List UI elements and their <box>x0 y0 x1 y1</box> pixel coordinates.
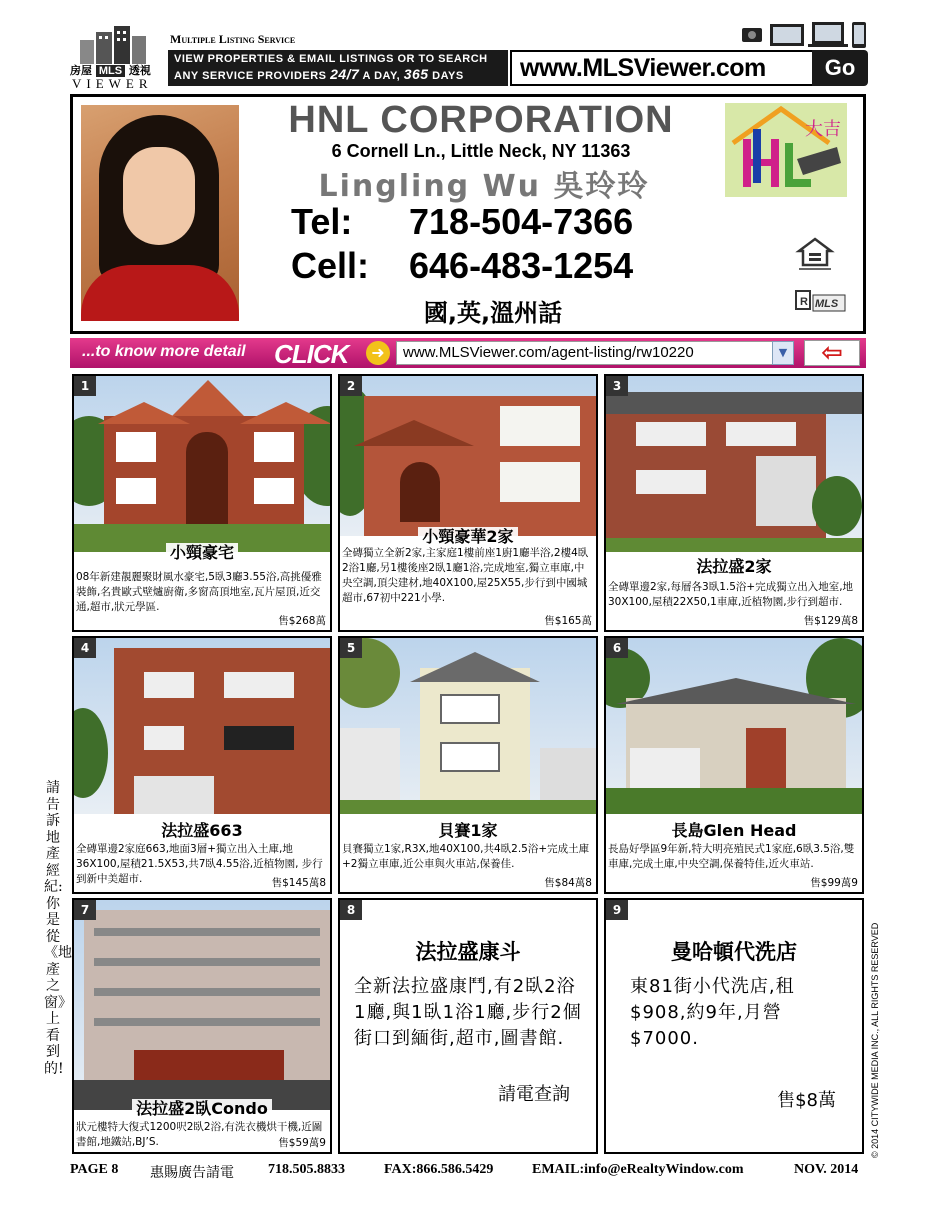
svg-text:R: R <box>800 296 808 308</box>
email[interactable]: EMAIL:info@eRealtyWindow.com <box>532 1162 744 1177</box>
listing-number: 5 <box>340 638 362 658</box>
service-line-2: ANY SERVICE PROVIDERS 24/7 A DAY, 365 DAYS <box>174 66 464 82</box>
listing-card-7[interactable] <box>72 898 332 1154</box>
listing-price: 售$145萬8 <box>271 877 326 889</box>
listing-title: 曼哈頓代洗店 <box>671 940 797 964</box>
listing-description: 長島好學區9年新,特大明亮殖民式1家庭,6臥3.5浴,雙車庫,完成土庫,中央空調,保養特佳,近火車站. <box>608 843 855 870</box>
listing-number: 7 <box>74 900 96 920</box>
click-label[interactable]: CLICK <box>274 339 349 369</box>
listing-label: 法拉盛2家 <box>606 554 862 577</box>
listing-number: 8 <box>340 900 362 920</box>
listing-number: 9 <box>606 900 628 920</box>
listing-description: 全新法拉盛康鬥,有2臥2浴1廳,與1臥1浴1廳,步行2個街口到緬街,超市,圖書館. <box>354 976 582 1049</box>
agent-card <box>70 94 866 334</box>
listing-description: 貝賽獨立1家,R3X,地40X100,共4臥2.5浴+完成土庫+2獨立車庫,近公車與火車站,保養佳. <box>342 843 590 870</box>
service-tagline <box>168 50 508 86</box>
agent-name: Lingling Wu 吳玲玲 <box>318 169 650 204</box>
agent-listing-url[interactable]: www.MLSViewer.com/agent-listing/rw10220 <box>396 341 774 365</box>
ad-label: 惠賜廣告請電 <box>150 1165 234 1181</box>
cell-label: Cell: <box>291 245 370 286</box>
listing-card-3[interactable] <box>604 374 864 632</box>
tel-line <box>291 201 633 243</box>
listing-label: 法拉盛663 <box>74 818 330 841</box>
page-number: PAGE 8 <box>70 1162 119 1177</box>
listing-note: 售$8萬 <box>777 1090 836 1111</box>
hnl-logo <box>725 103 847 197</box>
listing-photo-1 <box>74 376 330 552</box>
buildings-icon <box>78 26 148 64</box>
ad-phone[interactable]: 718.505.8833 <box>268 1162 345 1177</box>
hnl-house-icon <box>725 103 847 197</box>
logo-mls: MLS <box>96 65 125 77</box>
listing-number: 2 <box>340 376 362 396</box>
logo-viewer-text: VIEWER <box>72 76 153 91</box>
go-button[interactable]: Go <box>812 50 868 86</box>
hnl-logo-cn: 大吉 <box>805 119 841 140</box>
listing-description: 全磚單邊2家,每層各3臥1.5浴+完成獨立出入地室,地30X100,屋積22X50,1車庫,近植物園,步行到超市. <box>608 581 854 608</box>
devices-icon <box>740 20 868 50</box>
chevron-down-icon[interactable]: ▼ <box>772 341 794 365</box>
listing-price: 售$165萬 <box>544 615 592 627</box>
listing-number: 1 <box>74 376 96 396</box>
listing-price: 售$84萬8 <box>544 877 592 889</box>
listing-card-1[interactable] <box>72 374 332 632</box>
arrow-right-icon[interactable]: ➜ <box>366 341 390 365</box>
listing-price: 售$99萬9 <box>810 877 858 889</box>
listing-description: 全磚單邊2家庭663,地面3層+獨立出入土庫,地36X100,屋積21.5X53,共7臥4.55浴,近植物園, 步行到新中美超市. <box>76 843 323 885</box>
cell-number[interactable]: 646-483-1254 <box>409 245 634 286</box>
listing-card-2[interactable] <box>338 374 598 632</box>
cell-line <box>291 245 633 287</box>
listing-label: 小頸豪華2家 <box>340 524 596 547</box>
listing-price: 售$129萬8 <box>803 615 858 627</box>
listing-photo-5 <box>340 638 596 814</box>
site-url[interactable]: www.MLSViewer.com <box>510 50 820 86</box>
mls-viewer-logo[interactable] <box>70 26 165 91</box>
listing-title: 法拉盛康斗 <box>415 940 521 964</box>
listing-description: 全磚獨立全新2家,主家庭1樓前座1廚1廳半浴,2樓4臥2浴1廳,另1樓後座2臥1廳1浴,完成地室,獨立車庫,中央空調,頂尖建材,地40X100,屋25X55,步行到中國城超市,67初中221小學. <box>342 547 589 604</box>
listing-label: 法拉盛2臥Condo <box>74 1096 330 1119</box>
languages: 國,英,溫州話 <box>423 299 563 327</box>
fax: FAX:866.586.5429 <box>384 1162 494 1177</box>
listing-price: 售$268萬 <box>278 615 326 627</box>
listing-card-9[interactable] <box>604 898 864 1154</box>
issue-date: NOV. 2014 <box>794 1162 859 1177</box>
company-name: HNL CORPORATION <box>288 99 674 141</box>
side-notice: 請告訴地產經紀:你是從《地產之窗》上看到的! <box>44 780 72 1077</box>
listing-number: 4 <box>74 638 96 658</box>
listing-card-5[interactable] <box>338 636 598 894</box>
equal-housing-icon <box>795 237 835 273</box>
listing-description: 08年新建靚麗聚財風水豪宅,5臥3廳3.55浴,高挑優雅裝飾,名貴歐式壁爐廚衛,多窗高頂地室,瓦片屋頂,近交通,超市,狀元學區. <box>76 571 322 613</box>
listing-photo-7 <box>74 900 330 1110</box>
back-arrow-icon[interactable]: ⇦ <box>804 340 860 366</box>
listing-card-4[interactable] <box>72 636 332 894</box>
logo-cn-right: 透視 <box>128 64 151 77</box>
listing-label: 長島Glen Head <box>606 818 862 841</box>
listing-description: 狀元樓特大復式1200呎2臥2浴,有洗衣機烘干機,近圖書館,地鐵站,BJ’S. <box>76 1121 323 1148</box>
listing-photo-2 <box>340 376 596 536</box>
service-line-1: VIEW PROPERTIES & EMAIL LISTINGS OR TO SEARCH <box>174 53 488 65</box>
tel-label: Tel: <box>291 201 353 242</box>
listing-description: 東81街小代洗店,租$908,約9年,月營$7000. <box>630 976 795 1049</box>
copyright: © 2014 CITYWIDE MEDIA INC., ALL RIGHTS RESERVED <box>870 922 880 1158</box>
listing-label: 貝賽1家 <box>340 818 596 841</box>
listing-number: 3 <box>606 376 628 396</box>
listing-photo-3 <box>606 376 862 552</box>
logo-cn-left: 房屋 <box>70 64 92 77</box>
detail-link-bar <box>70 338 866 368</box>
listing-card-6[interactable] <box>604 636 864 894</box>
agent-photo <box>81 105 239 321</box>
realtor-mls-text: MLS <box>815 298 839 310</box>
listing-photo-6 <box>606 638 862 814</box>
realtor-mls-icon <box>795 289 847 313</box>
listing-note: 請電查詢 <box>498 1084 570 1105</box>
listing-label: 小頸豪宅 <box>74 540 330 563</box>
company-address: 6 Cornell Ln., Little Neck, NY 11363 <box>331 141 631 161</box>
site-header <box>70 20 866 91</box>
listing-price: 售$59萬9 <box>278 1137 326 1149</box>
listing-photo-4 <box>74 638 330 814</box>
listing-card-8[interactable] <box>338 898 598 1154</box>
detail-prompt: ...to know more detail <box>82 343 246 360</box>
tel-number[interactable]: 718-504-7366 <box>409 201 634 242</box>
service-title: Multiple Listing Service <box>170 32 296 46</box>
listing-number: 6 <box>606 638 628 658</box>
